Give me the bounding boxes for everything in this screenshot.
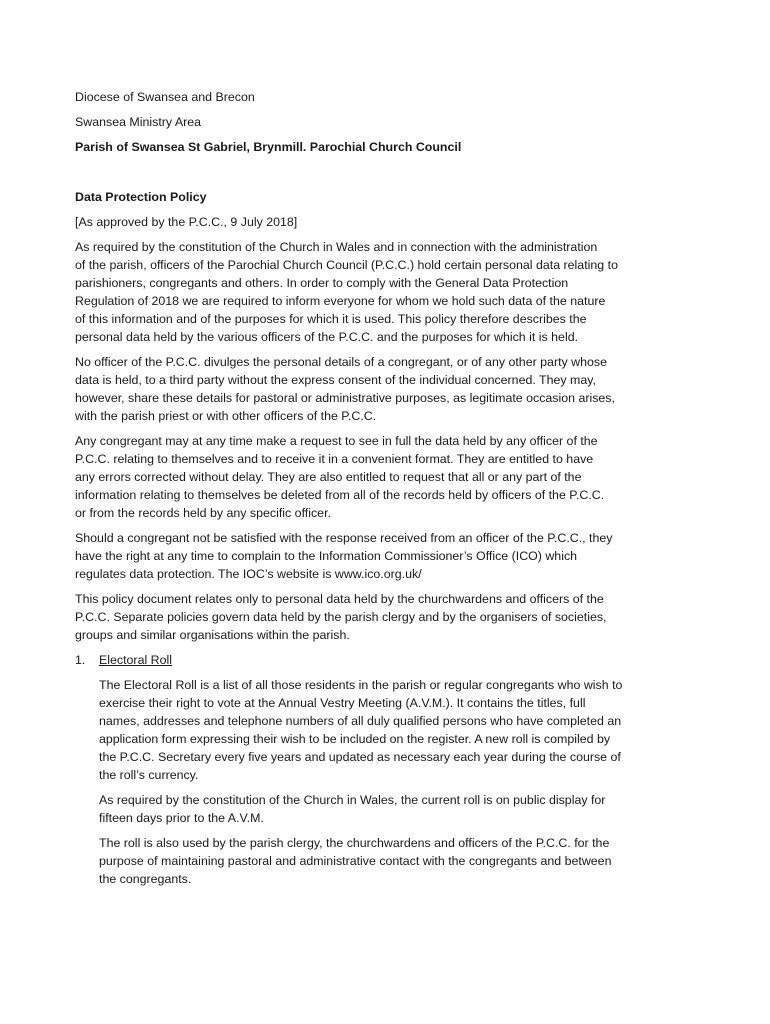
paragraph-line: The roll is also used by the parish clergy, the churchwardens and officers of the P.C.C. for the (99, 836, 610, 850)
paragraph-line: however, share these details for pastoral or administrative purposes, as legitimate occasion arises, (75, 391, 615, 405)
paragraph-line: the roll’s currency. (99, 768, 199, 782)
section-title: Electoral Roll (99, 653, 172, 667)
paragraph-roll-usage (99, 834, 700, 888)
paragraph-line: the P.C.C. Secretary every five years and updated as necessary each year during the course of (99, 750, 621, 764)
parish-heading: Parish of Swansea St Gabriel, Brynmill. Parochial Church Council (75, 140, 462, 154)
paragraph-line: of the parish, officers of the Parochial Church Council (P.C.C.) hold certain personal data relating to (75, 258, 618, 272)
paragraph-line: the congregants. (99, 872, 192, 886)
paragraph-line: regulates data protection. The IOC’s website is www.ico.org.uk/ (75, 567, 422, 581)
paragraph-line: or from the records held by any specific officer. (75, 506, 331, 520)
paragraph-line: purpose of maintaining pastoral and administrative contact with the congregants and between (99, 854, 612, 868)
paragraph-line: Regulation of 2018 we are required to inform everyone for whom we hold such data of the nature (75, 294, 606, 308)
paragraph-line: parishioners, congregants and others. In order to comply with the General Data Protection (75, 276, 569, 290)
section-body-electoral-roll (99, 676, 700, 888)
section-number: 1. (75, 653, 86, 667)
paragraph-scope (75, 590, 700, 644)
paragraph-line: P.C.C. relating to themselves and to receive it in a convenient format. They are entitled to have (75, 452, 594, 466)
paragraph-line: No officer of the P.C.C. divulges the personal details of a congregant, or of any other party whose (75, 355, 607, 369)
section-heading-electoral-roll (75, 651, 700, 669)
paragraph-line: have the right at any time to complain to the Information Commissioner’s Office (ICO) which (75, 549, 578, 563)
paragraph-line: Any congregant may at any time make a request to see in full the data held by any officer of the (75, 434, 598, 448)
approval-note: [As approved by the P.C.C., 9 July 2018] (75, 215, 298, 229)
paragraph-line: exercise their right to vote at the Annual Vestry Meeting (A.V.M.). It contains the titles, full (99, 696, 586, 710)
paragraph-line: The Electoral Roll is a list of all those residents in the parish or regular congregants who wish to (99, 678, 623, 692)
spacer (75, 163, 700, 188)
paragraph-line: of this information and of the purposes for which it is used. This policy therefore describes the (75, 312, 587, 326)
paragraph-line: As required by the constitution of the Church in Wales, the current roll is on public display for (99, 793, 606, 807)
paragraph-line: personal data held by the various officers of the P.C.C. and the purposes for which it is held. (75, 330, 579, 344)
policy-title: Data Protection Policy (75, 190, 207, 204)
document-body (75, 88, 700, 895)
paragraph-line: any errors corrected without delay. They are also entitled to request that all or any part of the (75, 470, 582, 484)
diocese-line: Diocese of Swansea and Brecon (75, 90, 255, 104)
paragraph-public-display (99, 791, 700, 827)
paragraph-electoral-roll-description (99, 676, 700, 784)
paragraph-line: with the parish priest or with other officers of the P.C.C. (75, 409, 377, 423)
paragraph-line: information relating to themselves be deleted from all of the records held by officers of the P.C.C. (75, 488, 605, 502)
paragraph-line: Should a congregant not be satisfied with the response received from an officer of the P.C.C., they (75, 531, 613, 545)
paragraph-line: This policy document relates only to personal data held by the churchwardens and officers of the (75, 592, 604, 606)
paragraph-gdpr-intro (75, 238, 700, 346)
ministry-area-line: Swansea Ministry Area (75, 115, 202, 129)
paragraph-line: groups and similar organisations within the parish. (75, 628, 350, 642)
paragraph-line: names, addresses and telephone numbers of all duly qualified persons who have completed an (99, 714, 622, 728)
paragraph-line: P.C.C. Separate policies govern data held by the parish clergy and by the organisers of societies, (75, 610, 607, 624)
paragraph-access-rights (75, 432, 700, 522)
paragraph-line: data is held, to a third party without the express consent of the individual concerned. They may, (75, 373, 596, 387)
paragraph-line: application form expressing their wish to be included on the register. A new roll is compiled by (99, 732, 611, 746)
paragraph-line: fifteen days prior to the A.V.M. (99, 811, 264, 825)
paragraph-complaints (75, 529, 700, 583)
paragraph-line: As required by the constitution of the Church in Wales and in connection with the administration (75, 240, 598, 254)
paragraph-disclosure (75, 353, 700, 425)
